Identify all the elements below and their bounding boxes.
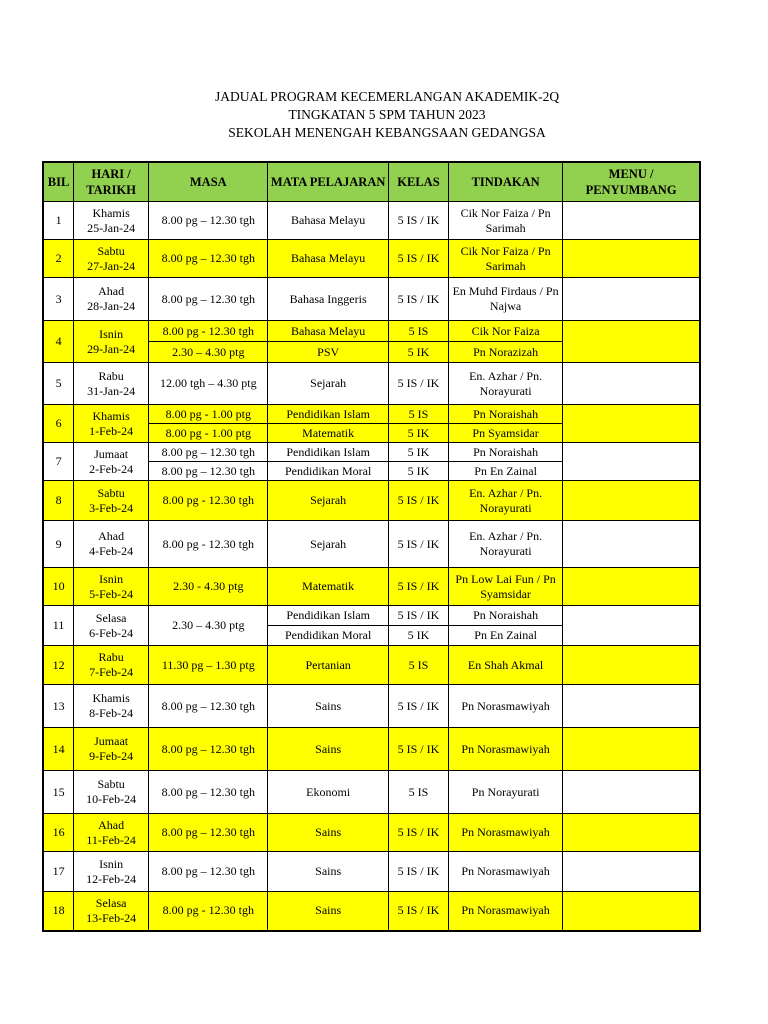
cell-masa: 8.00 pg – 12.30 tgh (149, 202, 268, 240)
cell-masa: 8.00 pg – 12.30 tgh (149, 240, 268, 278)
cell-kelas: 5 IS / IK (388, 363, 448, 405)
cell-menu (563, 240, 700, 278)
table-row (43, 685, 700, 728)
date: 10-Feb-24 (86, 792, 137, 806)
cell-kelas: 5 IK (388, 424, 448, 443)
cell-menu (563, 606, 700, 646)
cell-mata-pelajaran: Pendidikan Islam (268, 405, 388, 424)
cell-mata-pelajaran: Bahasa Melayu (268, 202, 388, 240)
header-kelas: KELAS (388, 162, 448, 202)
cell-bil: 13 (43, 685, 74, 728)
cell-tindakan: Cik Nor Faiza (449, 321, 563, 342)
cell-masa: 8.00 pg – 12.30 tgh (149, 278, 268, 321)
cell-kelas: 5 IS / IK (388, 852, 448, 892)
day-name: Isnin (99, 856, 124, 871)
cell-masa: 2.30 – 4.30 ptg (149, 342, 268, 363)
cell-kelas: 5 IK (388, 443, 448, 462)
day-name: Ahad (98, 817, 125, 832)
table-row (43, 892, 700, 931)
table-row (43, 363, 700, 405)
table-row (43, 771, 700, 814)
cell-kelas: 5 IS (388, 646, 448, 685)
cell-masa: 8.00 pg - 12.30 tgh (149, 892, 268, 931)
cell-bil: 10 (43, 568, 74, 606)
cell-bil: 18 (43, 892, 74, 931)
date: 4-Feb-24 (89, 544, 134, 558)
cell-bil: 14 (43, 728, 74, 771)
cell-mata-pelajaran: Matematik (268, 568, 388, 606)
date: 29-Jan-24 (87, 341, 136, 356)
day-name: Selasa (95, 610, 127, 625)
cell-mata-pelajaran: Bahasa Melayu (268, 321, 388, 342)
schedule-table (42, 161, 701, 932)
cell-tindakan: Pn Norazizah (449, 342, 563, 363)
table-row (43, 240, 700, 278)
date: 28-Jan-24 (87, 299, 136, 313)
cell-masa: 8.00 pg – 12.30 tgh (149, 728, 268, 771)
day-name: Jumaat (94, 446, 129, 461)
cell-kelas: 5 IS / IK (388, 202, 448, 240)
date: 1-Feb-24 (89, 423, 134, 438)
table-row (43, 481, 700, 521)
cell-hari-tarikh (74, 771, 149, 814)
date: 31-Jan-24 (87, 383, 136, 398)
cell-masa: 2.30 – 4.30 ptg (149, 606, 268, 646)
cell-bil: 15 (43, 771, 74, 814)
day-name: Ahad (98, 529, 125, 543)
cell-hari-tarikh (74, 646, 149, 685)
cell-mata-pelajaran: Ekonomi (268, 771, 388, 814)
table-row (43, 852, 700, 892)
cell-tindakan: Pn Syamsidar (449, 424, 563, 443)
header-row (43, 162, 700, 202)
day-name: Khamis (92, 691, 130, 705)
cell-masa: 8.00 pg – 12.30 tgh (149, 814, 268, 852)
table-row (43, 814, 700, 852)
cell-tindakan: Pn En Zainal (449, 626, 563, 646)
table-row (43, 405, 700, 424)
cell-menu (563, 892, 700, 931)
cell-menu (563, 278, 700, 321)
cell-masa: 8.00 pg – 12.30 tgh (149, 852, 268, 892)
cell-masa: 2.30 - 4.30 ptg (149, 568, 268, 606)
cell-tindakan: Pn Low Lai Fun / Pn Syamsidar (449, 568, 563, 606)
day-name: Ahad (98, 284, 125, 298)
cell-tindakan: Pn Noraishah (449, 606, 563, 626)
day-name: Selasa (95, 895, 127, 910)
cell-bil: 16 (43, 814, 74, 852)
cell-hari-tarikh (74, 521, 149, 568)
cell-mata-pelajaran: Pertanian (268, 646, 388, 685)
cell-kelas: 5 IS / IK (388, 814, 448, 852)
table-row (43, 278, 700, 321)
cell-masa: 8.00 pg – 12.30 tgh (149, 685, 268, 728)
cell-tindakan: En Muhd Firdaus / Pn Najwa (449, 278, 563, 321)
cell-tindakan: En Shah Akmal (449, 646, 563, 685)
day-name: Isnin (99, 326, 124, 341)
cell-hari-tarikh (74, 481, 149, 521)
cell-hari-tarikh (74, 278, 149, 321)
date: 7-Feb-24 (89, 665, 134, 679)
cell-menu (563, 814, 700, 852)
cell-mata-pelajaran: Pendidikan Moral (268, 626, 388, 646)
cell-mata-pelajaran: Sejarah (268, 363, 388, 405)
cell-menu (563, 521, 700, 568)
cell-tindakan: En. Azhar / Pn. Norayurati (449, 363, 563, 405)
cell-bil: 2 (43, 240, 74, 278)
day-name: Rabu (98, 650, 124, 664)
cell-masa: 11.30 pg – 1.30 ptg (149, 646, 268, 685)
cell-mata-pelajaran: Sains (268, 852, 388, 892)
cell-menu (563, 202, 700, 240)
cell-menu (563, 321, 700, 363)
cell-menu (563, 568, 700, 606)
cell-mata-pelajaran: Sains (268, 685, 388, 728)
day-name: Sabtu (97, 485, 125, 500)
date: 5-Feb-24 (89, 586, 134, 601)
cell-kelas: 5 IS / IK (388, 568, 448, 606)
cell-menu (563, 771, 700, 814)
cell-mata-pelajaran: Bahasa Inggeris (268, 278, 388, 321)
cell-menu (563, 481, 700, 521)
cell-menu (563, 443, 700, 481)
header-mata-pelajaran: MATA PELAJARAN (268, 162, 388, 202)
cell-mata-pelajaran: Bahasa Melayu (268, 240, 388, 278)
header-menu: MENU / PENYUMBANG (563, 162, 700, 202)
cell-menu (563, 646, 700, 685)
cell-kelas: 5 IS (388, 405, 448, 424)
cell-tindakan: Cik Nor Faiza / Pn Sarimah (449, 202, 563, 240)
cell-tindakan: Pn En Zainal (449, 462, 563, 481)
cell-kelas: 5 IS (388, 771, 448, 814)
cell-hari-tarikh (74, 363, 149, 405)
cell-mata-pelajaran: Sejarah (268, 521, 388, 568)
cell-hari-tarikh (74, 202, 149, 240)
cell-tindakan: Pn Noraishah (449, 443, 563, 462)
table-row (43, 521, 700, 568)
date: 3-Feb-24 (89, 500, 134, 515)
cell-mata-pelajaran: Sains (268, 892, 388, 931)
table-row (43, 443, 700, 462)
cell-masa: 8.00 pg - 1.00 ptg (149, 405, 268, 424)
day-name: Sabtu (97, 243, 125, 258)
cell-mata-pelajaran: Matematik (268, 424, 388, 443)
cell-tindakan: En. Azhar / Pn. Norayurati (449, 521, 563, 568)
cell-menu (563, 852, 700, 892)
schedule-body (43, 202, 700, 931)
table-row (43, 202, 700, 240)
cell-bil: 9 (43, 521, 74, 568)
title-line-3: SEKOLAH MENENGAH KEBANGSAAN GEDANGSA (228, 125, 546, 140)
cell-masa: 8.00 pg – 12.30 tgh (149, 771, 268, 814)
table-row (43, 321, 700, 342)
cell-tindakan: Pn Norasmawiyah (449, 852, 563, 892)
cell-kelas: 5 IK (388, 342, 448, 363)
cell-kelas: 5 IS / IK (388, 728, 448, 771)
cell-tindakan: Pn Norasmawiyah (449, 728, 563, 771)
cell-mata-pelajaran: Sains (268, 728, 388, 771)
day-name: Isnin (99, 571, 124, 586)
cell-bil: 3 (43, 278, 74, 321)
cell-menu (563, 363, 700, 405)
header-tarikh: HARI / TARIKH (74, 162, 149, 202)
cell-hari-tarikh (74, 852, 149, 892)
day-name: Khamis (92, 408, 130, 423)
cell-bil: 7 (43, 443, 74, 481)
cell-mata-pelajaran: Sains (268, 814, 388, 852)
table-row (43, 728, 700, 771)
cell-masa: 12.00 tgh – 4.30 ptg (149, 363, 268, 405)
cell-hari-tarikh (74, 892, 149, 931)
cell-kelas: 5 IS / IK (388, 606, 448, 626)
title-line-2: TINGKATAN 5 SPM TAHUN 2023 (288, 107, 486, 122)
cell-tindakan: Pn Norasmawiyah (449, 814, 563, 852)
cell-bil: 17 (43, 852, 74, 892)
cell-hari-tarikh (74, 405, 149, 443)
cell-mata-pelajaran: Sejarah (268, 481, 388, 521)
cell-masa: 8.00 pg - 1.00 ptg (149, 424, 268, 443)
cell-kelas: 5 IS / IK (388, 278, 448, 321)
cell-mata-pelajaran: Pendidikan Moral (268, 462, 388, 481)
cell-kelas: 5 IK (388, 626, 448, 646)
cell-masa: 8.00 pg - 12.30 tgh (149, 481, 268, 521)
table-row (43, 646, 700, 685)
cell-bil: 8 (43, 481, 74, 521)
cell-tindakan: Pn Norayurati (449, 771, 563, 814)
cell-kelas: 5 IK (388, 462, 448, 481)
cell-hari-tarikh (74, 240, 149, 278)
document-title (0, 88, 768, 142)
day-name: Rabu (98, 368, 124, 383)
cell-hari-tarikh (74, 443, 149, 481)
cell-masa: 8.00 pg – 12.30 tgh (149, 443, 268, 462)
cell-mata-pelajaran: Pendidikan Islam (268, 443, 388, 462)
title-line-1: JADUAL PROGRAM KECEMERLANGAN AKADEMIK-2Q (214, 89, 560, 104)
date: 11-Feb-24 (86, 832, 136, 847)
cell-bil: 5 (43, 363, 74, 405)
cell-tindakan: Pn Noraishah (449, 405, 563, 424)
day-name: Sabtu (97, 777, 125, 791)
cell-masa: 8.00 pg - 12.30 tgh (149, 321, 268, 342)
cell-mata-pelajaran: PSV (268, 342, 388, 363)
cell-kelas: 5 IS / IK (388, 240, 448, 278)
header-bil: BIL (43, 162, 74, 202)
cell-hari-tarikh (74, 685, 149, 728)
cell-hari-tarikh (74, 321, 149, 363)
cell-hari-tarikh (74, 606, 149, 646)
day-name: Khamis (92, 205, 130, 220)
date: 13-Feb-24 (86, 910, 137, 925)
cell-kelas: 5 IS / IK (388, 521, 448, 568)
table-row (43, 606, 700, 626)
cell-bil: 6 (43, 405, 74, 443)
day-name: Jumaat (94, 734, 129, 748)
cell-tindakan: En. Azhar / Pn. Norayurati (449, 481, 563, 521)
cell-masa: 8.00 pg – 12.30 tgh (149, 462, 268, 481)
cell-kelas: 5 IS / IK (388, 892, 448, 931)
cell-kelas: 5 IS / IK (388, 685, 448, 728)
cell-bil: 11 (43, 606, 74, 646)
cell-hari-tarikh (74, 728, 149, 771)
date: 12-Feb-24 (86, 871, 137, 886)
table-row (43, 568, 700, 606)
date: 2-Feb-24 (89, 461, 134, 476)
cell-menu (563, 405, 700, 443)
cell-kelas: 5 IS (388, 321, 448, 342)
cell-bil: 4 (43, 321, 74, 363)
cell-bil: 12 (43, 646, 74, 685)
cell-tindakan: Pn Norasmawiyah (449, 892, 563, 931)
cell-masa: 8.00 pg - 12.30 tgh (149, 521, 268, 568)
cell-tindakan: Pn Norasmawiyah (449, 685, 563, 728)
date: 8-Feb-24 (89, 706, 134, 720)
cell-menu (563, 685, 700, 728)
cell-hari-tarikh (74, 568, 149, 606)
header-tindakan: TINDAKAN (449, 162, 563, 202)
cell-bil: 1 (43, 202, 74, 240)
cell-kelas: 5 IS / IK (388, 481, 448, 521)
cell-tindakan: Cik Nor Faiza / Pn Sarimah (449, 240, 563, 278)
date: 6-Feb-24 (89, 625, 134, 640)
date: 9-Feb-24 (89, 749, 134, 763)
cell-menu (563, 728, 700, 771)
cell-hari-tarikh (74, 814, 149, 852)
cell-mata-pelajaran: Pendidikan Islam (268, 606, 388, 626)
date: 25-Jan-24 (87, 220, 136, 235)
date: 27-Jan-24 (87, 258, 136, 273)
header-masa: MASA (149, 162, 268, 202)
